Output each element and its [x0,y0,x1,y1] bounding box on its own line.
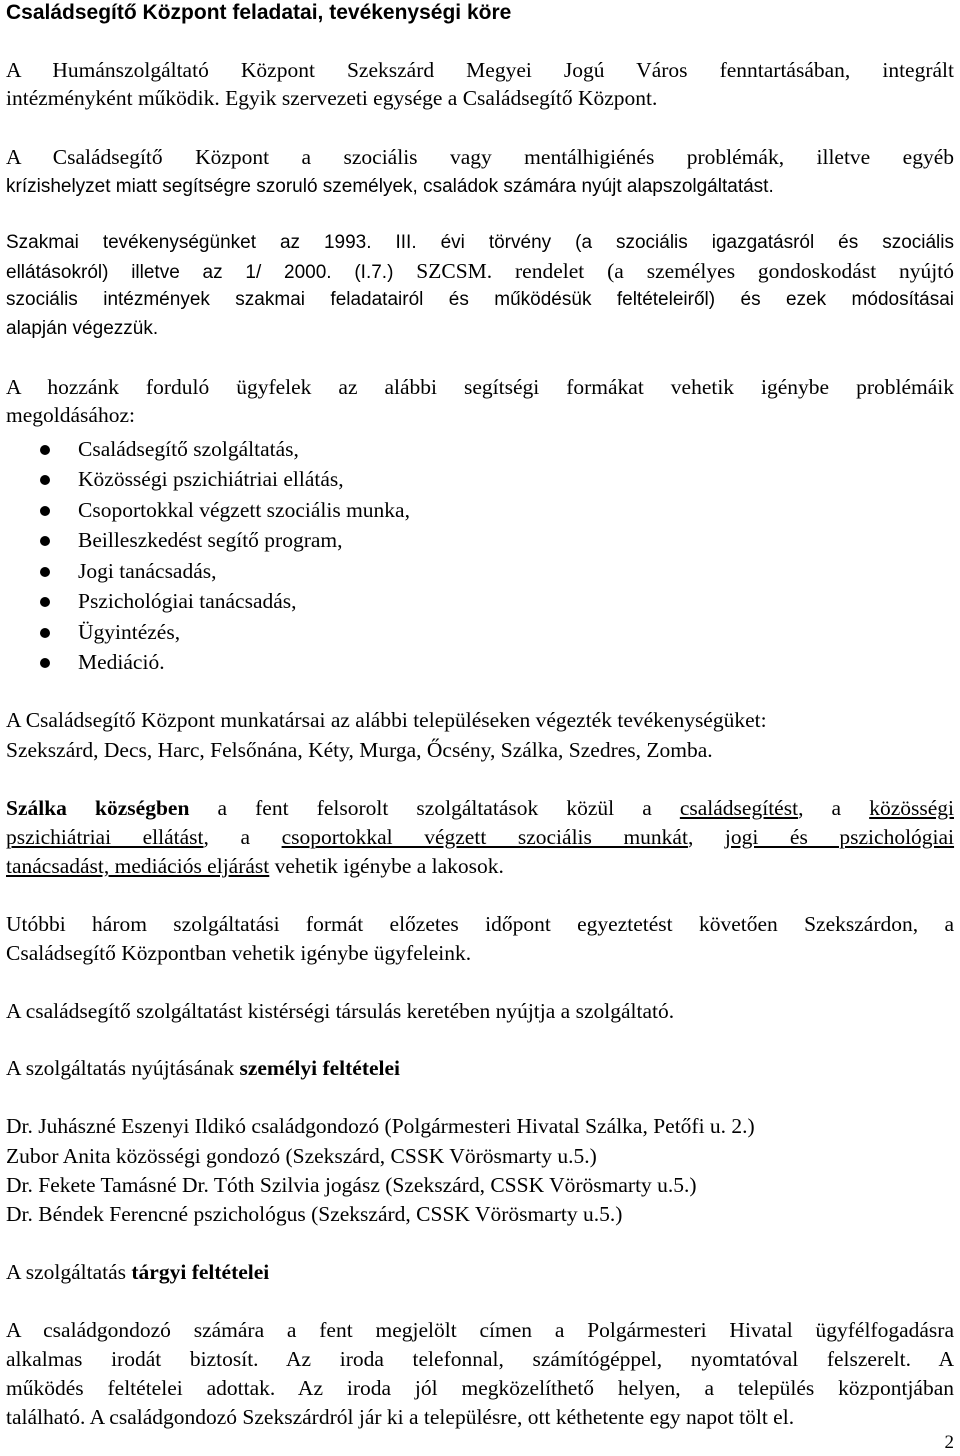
legal-line-1: Szakmai tevékenységünket az 1993. III. évi törvény (a szociális igazgatásról és szociális [6,232,954,253]
services-intro-line-1: A hozzánk forduló ügyfelek az alábbi segítségi formákat vehetik igénybe problémáik [6,375,954,399]
staff-line: Dr. Fekete Tamásné Dr. Tóth Szilvia jogász (Szekszárd, CSSK Vörösmarty u.5.) [6,1173,697,1197]
page-number: 2 [944,1432,954,1453]
legal-line-2 [6,256,954,286]
bullet-icon [40,628,50,638]
material-conditions-heading [6,1257,954,1287]
settlements-line-1: A Családsegítő Központ munkatársai az alábbi településeken végezték tevékenységüket: [6,708,767,732]
staff-line: Zubor Anita közösségi gondozó (Szekszárd, CSSK Vörösmarty u.5.) [6,1144,597,1168]
office-line-1: A családgondozó számára a fent megjelölt címen a Polgármesteri Hivatal ügyfélfogadásra [6,1318,954,1342]
intro-line-1: A Humánszolgáltató Központ Szekszárd Megyei Jogú Város fenntartásában, integrált [6,58,954,82]
szalka-service: pszichiátriai ellátást [6,825,204,849]
szalka-text: a fent felsorolt szolgáltatások közül a [189,796,680,820]
szalka-service: jogi és pszichológiai [724,825,955,849]
service-item: Mediáció. [78,650,165,674]
heading-text: A szolgáltatás [6,1260,132,1284]
office-line-4: található. A családgondozó Szekszárdról jár ki a településre, ott kéthetente egy napot tölt el. [6,1405,795,1429]
service-item: Beilleszkedést segítő program, [78,528,343,552]
legal-line-3: szociális intézmények szakmai feladatairól és működésük feltételeiről) és ezek módosításai [6,289,954,310]
settlements-line-2: Szekszárd, Decs, Harc, Felsőnána, Kéty, Murga, Őcsény, Szálka, Szedres, Zomba. [6,738,713,762]
service-item: Közösségi pszichiátriai ellátás, [78,467,344,491]
szalka-service: családsegítést [679,796,799,820]
szalka-text: , a [203,825,282,849]
szalka-service: csoportokkal végzett szociális munkát [281,825,688,849]
mission-line-1: A Családsegítő Központ a szociális vagy mentálhigiénés problémák, illetve egyéb [6,145,954,169]
appointment-line-1: Utóbbi három szolgáltatási formát előzetes időpont egyeztetést követően Szekszárdon, a [6,912,954,936]
heading-text: A szolgáltatás nyújtásának [6,1056,240,1080]
szalka-service: tanácsadást, mediációs eljárást [6,854,270,878]
personal-conditions-heading [6,1053,954,1083]
staff-line: Dr. Juhászné Eszenyi Ildikó családgondozó (Polgármesteri Hivatal Szálka, Petőfi u. 2.) [6,1114,755,1138]
service-item: Ügyintézés, [78,620,181,644]
association-text: A családsegítő szolgáltatást kistérségi társulás keretében nyújtja a szolgáltató. [6,999,675,1023]
szalka-text: , [687,825,725,849]
service-item: Pszichológiai tanácsadás, [78,589,297,613]
legal-line-4: alapján végezzük. [6,318,159,339]
bullet-icon [40,597,50,607]
bullet-icon [40,567,50,577]
heading-bold: tárgyi feltételei [131,1260,270,1284]
staff-line: Dr. Béndek Ferencné pszichológus (Szekszárd, CSSK Vörösmarty u.5.) [6,1202,623,1226]
document-title: Családsegítő Központ feladatai, tevékenységi köre [6,1,512,24]
appointment-line-2: Családsegítő Központban vehetik igénybe ügyfeleink. [6,941,472,965]
service-item: Családsegítő szolgáltatás, [78,437,299,461]
szalka-text: , a [798,796,870,820]
legal-line-2-part-2: SZCSM. rendelet (a személyes gondoskodást nyújtó [393,259,954,283]
bullet-icon [40,475,50,485]
bullet-icon [40,445,50,455]
mission-line-2: krízishelyzet miatt segítségre szoruló személyek, családok számára nyújt alapszolgáltatást. [6,176,774,197]
szalka-line-1 [6,793,954,823]
szalka-line-2 [6,822,954,852]
service-item: Jogi tanácsadás, [78,559,217,583]
legal-line-2-part-1: ellátásokról) illetve az 1/ 2000. (I.7.) [6,262,394,283]
szalka-text: vehetik igénybe a lakosok. [269,854,504,878]
bullet-icon [40,506,50,516]
heading-bold: személyi feltételei [239,1056,401,1080]
szalka-line-3 [6,851,954,881]
intro-line-2: intézményként működik. Egyik szervezeti egysége a Családsegítő Központ. [6,86,658,110]
service-item: Csoportokkal végzett szociális munka, [78,498,410,522]
szalka-service: közösségi [869,796,954,820]
office-line-2: alkalmas irodát biztosít. Az iroda telefonnal, számítógéppel, nyomtatóval felszerelt. A [6,1347,954,1371]
szalka-bold: Szálka községben [6,796,190,820]
bullet-icon [40,536,50,546]
bullet-icon [40,658,50,668]
services-intro-line-2: megoldásához: [6,403,135,427]
office-line-3: működés feltételei adottak. Az iroda jól megközelíthető helyen, a település központjában [6,1376,954,1400]
